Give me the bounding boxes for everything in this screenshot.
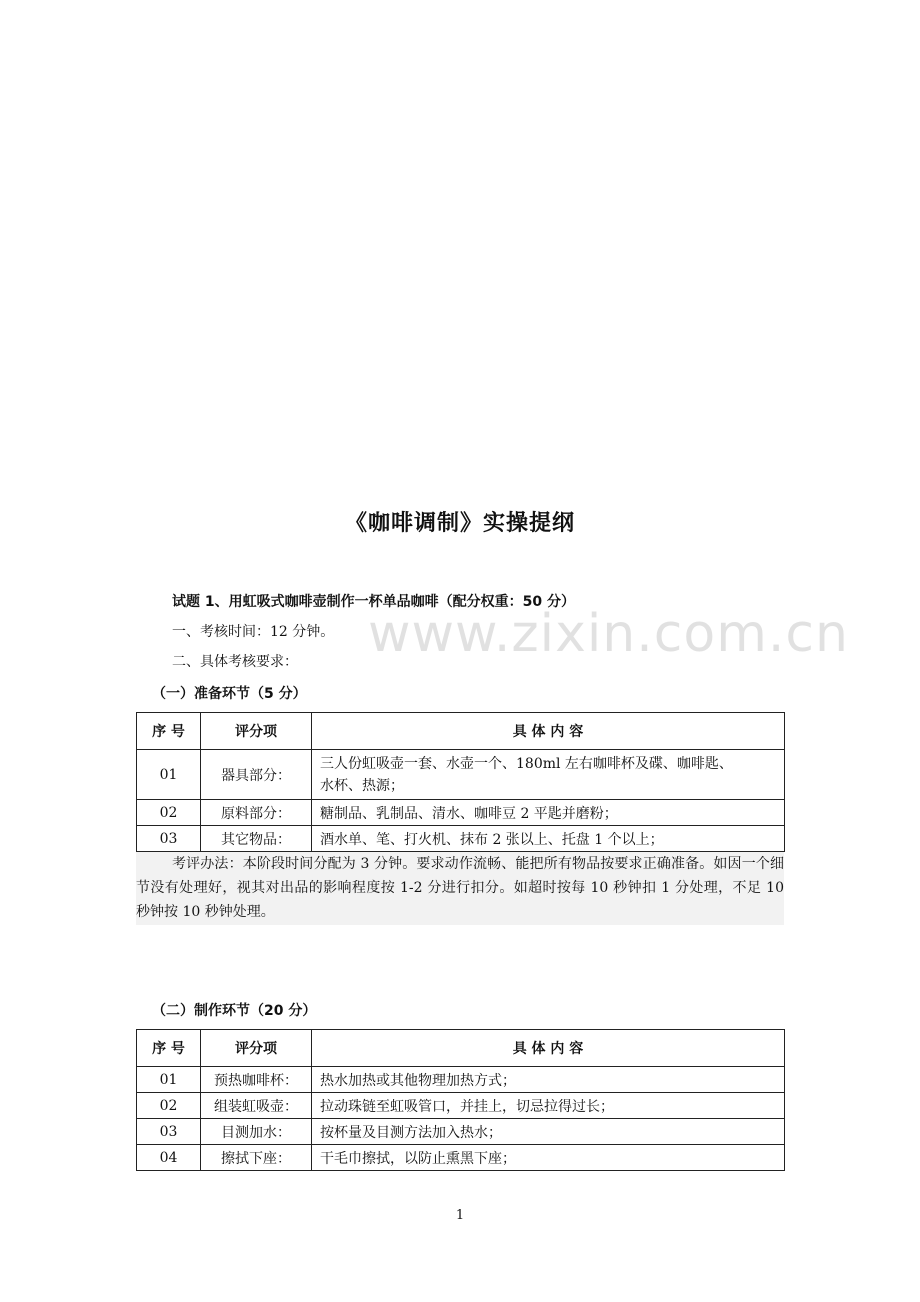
col-header-content: 具 体 内 容 (312, 1030, 785, 1067)
table-row (137, 750, 785, 800)
row-item: 原料部分： (201, 800, 312, 826)
col-header-content: 具 体 内 容 (312, 713, 785, 750)
table-row (137, 1067, 785, 1093)
row-no: 02 (137, 1093, 201, 1119)
col-header-no: 序 号 (137, 1030, 201, 1067)
row-content: 糖制品、乳制品、清水、咖啡豆 2 平匙并磨粉； (312, 800, 785, 826)
row-content: 干毛巾擦拭，以防止熏黑下座； (312, 1145, 785, 1171)
row-no: 03 (137, 1119, 201, 1145)
table-row (137, 1093, 785, 1119)
row-item: 其它物品： (201, 826, 312, 852)
section1-heading: （一）准备环节（5 分） (152, 686, 307, 702)
row-item: 目测加水： (201, 1119, 312, 1145)
row-no: 02 (137, 800, 201, 826)
watermark: www.zixin.com.cn (368, 604, 849, 664)
row-no: 04 (137, 1145, 201, 1171)
row-content: 拉动珠链至虹吸管口，并挂上，切忌拉得过长； (312, 1093, 785, 1119)
row-content: 酒水单、笔、打火机、抹布 2 张以上、托盘 1 个以上； (312, 826, 785, 852)
question-heading: 试题 1、用虹吸式咖啡壶制作一杯单品咖啡（配分权重：50 分） (172, 594, 575, 610)
table-row (137, 800, 785, 826)
col-header-item: 评分项 (201, 1030, 312, 1067)
table-row (137, 1145, 785, 1171)
row-content: 三人份虹吸壶一套、水壶一个、180ml 左右咖啡杯及碟、咖啡匙、水杯、热源； (312, 750, 785, 800)
production-table (136, 1029, 785, 1171)
row-no: 03 (137, 826, 201, 852)
row-content: 热水加热或其他物理加热方式； (312, 1067, 785, 1093)
exam-time: 一、考核时间：12 分钟。 (172, 624, 335, 640)
table-header-row (137, 713, 785, 750)
table-header-row (137, 1030, 785, 1067)
row-item: 组装虹吸壶： (201, 1093, 312, 1119)
col-header-no: 序 号 (137, 713, 201, 750)
requirements-heading: 二、具体考核要求： (172, 654, 298, 670)
assessment-note: 考评办法：本阶段时间分配为 3 分钟。要求动作流畅、能把所有物品按要求正确准备。如因一个细节没有处理好，视其对出品的影响程度按 1-2 分进行扣分。如超时按每 10 秒钟扣 1 分处理，不足 10 秒钟按 10 秒钟处理。 (136, 852, 784, 925)
row-item: 器具部分： (201, 750, 312, 800)
row-item: 预热咖啡杯： (201, 1067, 312, 1093)
row-content: 按杯量及目测方法加入热水； (312, 1119, 785, 1145)
row-no: 01 (137, 1067, 201, 1093)
section2-heading: （二）制作环节（20 分） (152, 1003, 317, 1019)
row-no: 01 (137, 750, 201, 800)
page-number: 1 (455, 1208, 465, 1223)
row-item: 擦拭下座： (201, 1145, 312, 1171)
document-title: 《咖啡调制》实操提纲 (344, 511, 575, 536)
table-row (137, 826, 785, 852)
col-header-item: 评分项 (201, 713, 312, 750)
prep-table (136, 712, 785, 852)
table-row (137, 1119, 785, 1145)
